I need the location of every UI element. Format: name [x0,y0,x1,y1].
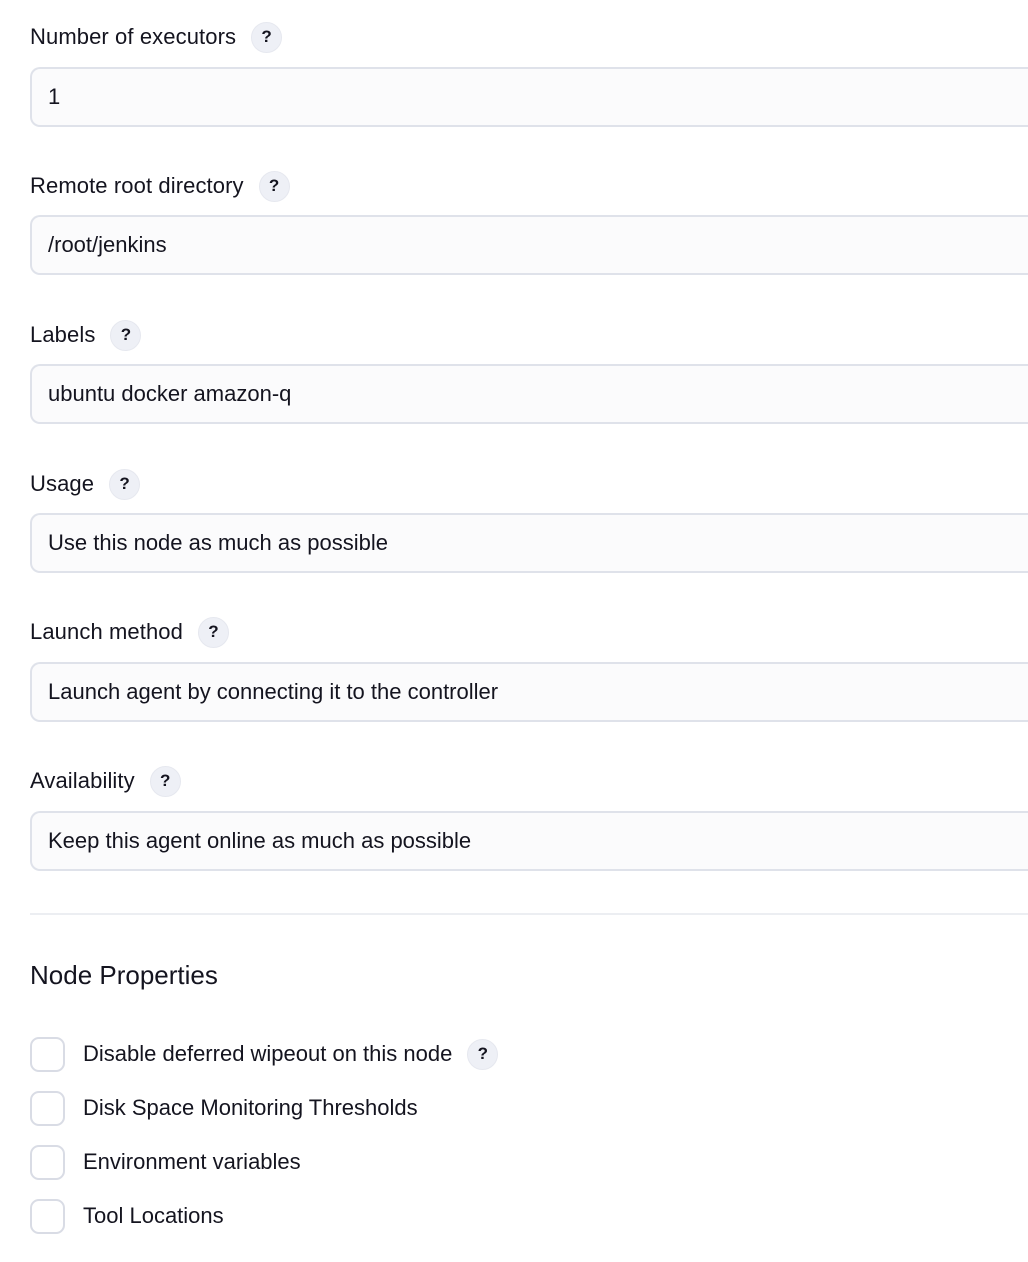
field-launch-method [30,614,1028,704]
disk-space-monitoring-checkbox[interactable] [30,1091,65,1126]
field-label: Availability [30,768,135,793]
usage-select[interactable]: Use this node as much as possible [30,513,1028,573]
remote-root-directory-input[interactable]: /root/jenkins [30,215,1028,275]
field-labels [30,317,1028,406]
field-label: Labels [30,322,96,347]
section-divider [30,913,1028,915]
field-usage [30,466,1028,555]
property-tool-locations [30,1198,224,1234]
field-number-of-executors [30,19,1028,109]
labels-input[interactable]: ubuntu docker amazon-q [30,364,1028,424]
help-icon[interactable]: ? [150,766,181,797]
property-disk-space-monitoring [30,1090,418,1126]
field-label: Launch method [30,619,183,644]
help-icon[interactable]: ? [251,22,282,53]
number-of-executors-input[interactable]: 1 [30,67,1028,127]
help-icon[interactable]: ? [259,171,290,202]
tool-locations-checkbox[interactable] [30,1199,65,1234]
environment-variables-checkbox[interactable] [30,1145,65,1180]
help-icon[interactable]: ? [198,617,229,648]
node-properties-heading: Node Properties [30,960,218,990]
field-label: Remote root directory [30,173,244,198]
field-availability [30,763,1028,853]
checkbox-label: Disable deferred wipeout on this node [83,1041,453,1066]
help-icon[interactable]: ? [109,469,140,500]
property-environment-variables [30,1144,301,1180]
availability-select[interactable]: Keep this agent online as much as possible [30,811,1028,871]
help-icon[interactable]: ? [110,320,141,351]
checkbox-label: Disk Space Monitoring Thresholds [83,1095,418,1120]
launch-method-select[interactable]: Launch agent by connecting it to the controller [30,662,1028,722]
checkbox-label: Environment variables [83,1149,301,1174]
checkbox-label: Tool Locations [83,1203,224,1228]
field-remote-root-directory [30,168,1028,257]
property-disable-deferred-wipeout [30,1036,498,1072]
help-icon[interactable]: ? [467,1039,498,1070]
field-label: Number of executors [30,24,237,49]
field-label: Usage [30,471,95,496]
disable-deferred-wipeout-checkbox[interactable] [30,1037,65,1072]
